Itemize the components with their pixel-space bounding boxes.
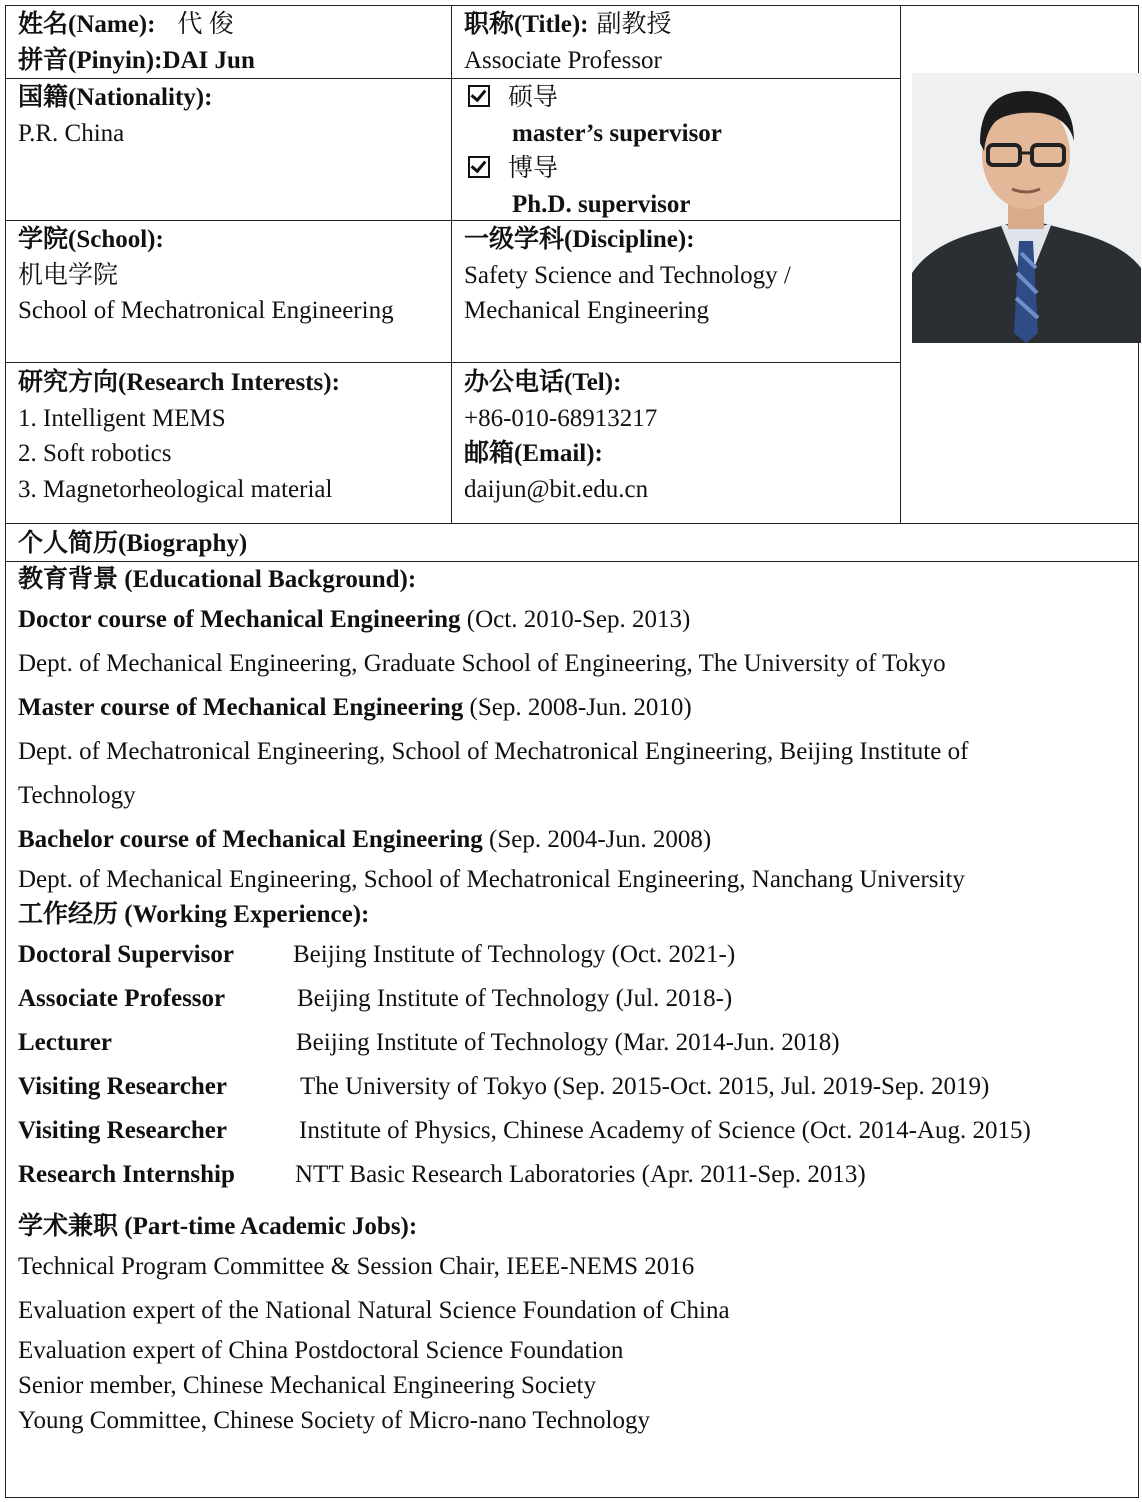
school-cell [18,222,394,329]
title-label: 职称(Title): [464,11,589,38]
title-cell [464,7,672,78]
work-entry [18,933,1128,977]
parttime-item: Evaluation expert of the National Natural Science Foundation of China [18,1297,730,1324]
research-item: 1. Intelligent MEMS [18,404,226,432]
education-dept: Dept. of Mechatronical Engineering, School of Mechatronical Engineering, Beijing Institute of [18,738,969,765]
work-place: Beijing Institute of Technology (Mar. 2014-Jun. 2018) [296,1029,840,1056]
school-value-en: School of Mechatronical Engineering [18,297,394,324]
master-cn: 硕导 [508,84,559,111]
row-divider-4 [5,523,1139,524]
tel-value: +86-010-68913217 [464,404,658,432]
parttime-item: Evaluation expert of China Postdoctoral Science Foundation [18,1337,624,1364]
education-entry [18,686,1128,730]
parttime-item: Young Committee, Chinese Society of Micro-nano Technology [18,1407,650,1434]
master-en: master’s supervisor [512,119,722,147]
phd-en: Ph.D. supervisor [512,190,691,218]
row-divider-2 [5,220,901,221]
nationality-cell [18,80,212,151]
phd-cn: 博导 [508,155,559,182]
parttime-item: Technical Program Committee & Session Chair, IEEE-NEMS 2016 [18,1253,695,1280]
education-degree: Master course of Mechanical Engineering [18,694,464,721]
education-dept: Dept. of Mechanical Engineering, School of Mechatronical Engineering, Nanchang University [18,866,965,893]
work-place: NTT Basic Research Laboratories (Apr. 2011-Sep. 2013) [295,1161,866,1188]
work-role: Lecturer [18,1029,112,1056]
name-value: 代 俊 [177,11,234,38]
name-cell [18,7,255,78]
biography-heading: 个人简历(Biography) [18,530,248,557]
parttime-heading: 学术兼职 (Part-time Academic Jobs): [18,1213,418,1240]
column-divider-2 [900,5,901,524]
column-divider-1 [451,5,452,524]
education-entry [18,598,1128,642]
discipline-label: 一级学科(Discipline): [464,226,695,253]
work-entry [18,1021,1128,1065]
profile-photo [912,73,1141,343]
pinyin-value: DAI Jun [162,46,255,74]
education-period: (Sep. 2008-Jun. 2010) [463,694,692,721]
phd-checkbox-icon [468,156,490,178]
parttime-item: Senior member, Chinese Mechanical Engineering Society [18,1372,596,1399]
work-place: Institute of Physics, Chinese Academy of Science (Oct. 2014-Aug. 2015) [299,1117,1031,1144]
research-item: 3. Magnetorheological material [18,475,333,503]
education-degree: Doctor course of Mechanical Engineering [18,606,461,633]
nationality-value: P.R. China [18,119,125,147]
work-entry [18,977,1128,1021]
row-divider-3 [5,362,901,363]
master-checkbox-icon [468,85,490,107]
work-place: The University of Tokyo (Sep. 2015-Oct. 2015, Jul. 2019-Sep. 2019) [300,1073,990,1100]
school-value-cn: 机电学院 [18,261,119,289]
work-role: Research Internship [18,1161,235,1188]
education-dept: Dept. of Mechanical Engineering, Graduate School of Engineering, The University of Tokyo [18,650,946,677]
title-value-en: Associate Professor [464,46,662,74]
education-dept-continued: Technology [18,782,136,809]
email-label: 邮箱(Email): [464,440,603,467]
email-value[interactable]: daijun@bit.edu.cn [464,475,649,503]
row-divider-1 [5,78,901,79]
title-value-cn: 副教授 [596,11,672,38]
work-role: Visiting Researcher [18,1073,227,1100]
work-role: Visiting Researcher [18,1117,227,1144]
research-item: 2. Soft robotics [18,440,172,467]
work-heading: 工作经历 (Working Experience): [18,901,370,928]
work-entry [18,1153,1128,1197]
discipline-line1: Safety Science and Technology / [464,261,791,289]
school-label: 学院(School): [18,226,164,253]
contact-cell [464,365,657,507]
tel-label: 办公电话(Tel): [464,369,622,396]
research-cell [18,365,340,507]
nationality-label: 国籍(Nationality): [18,84,213,111]
education-entry [18,818,1128,862]
education-heading: 教育背景 (Educational Background): [18,566,417,593]
work-entry [18,1065,1128,1109]
research-label: 研究方向(Research Interests): [18,369,340,396]
work-place: Beijing Institute of Technology (Oct. 2021-) [293,941,736,968]
biography-body [18,562,1128,1438]
pinyin-label: 拼音(Pinyin): [18,46,163,74]
work-place: Beijing Institute of Technology (Jul. 2018-) [297,985,733,1012]
portrait-image [912,73,1141,343]
supervisor-cell [464,80,722,222]
education-period: (Oct. 2010-Sep. 2013) [460,606,691,633]
work-role: Doctoral Supervisor [18,941,234,968]
work-role: Associate Professor [18,985,226,1012]
work-entry [18,1109,1128,1153]
education-period: (Sep. 2004-Jun. 2008) [482,826,712,853]
name-label: 姓名(Name): [18,11,156,38]
discipline-cell [464,222,791,329]
discipline-line2: Mechanical Engineering [464,297,710,324]
education-degree: Bachelor course of Mechanical Engineering [18,826,483,853]
